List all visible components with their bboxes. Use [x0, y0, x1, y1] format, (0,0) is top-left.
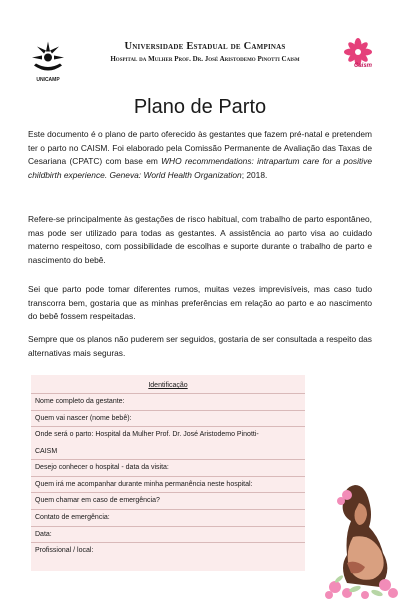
form-row-acompanhante[interactable]: Quem irá me acompanhar durante minha permanência neste hospital: — [31, 477, 305, 494]
identification-form — [31, 375, 305, 571]
form-row-local-line2: CAISM — [35, 447, 58, 455]
hospital-name: Hospital da Mulher Prof. Dr. José Aristodemo Pinotti Caism — [110, 55, 300, 63]
form-row-bebe[interactable]: Quem vai nascer (nome bebê): — [31, 411, 305, 428]
form-row-contato[interactable]: Contato de emergência: — [31, 510, 305, 527]
consultation-paragraph: Sempre que os planos não puderem ser seguidos, gostaria de ser consultada a respeito das alternativas mais seguras. — [28, 334, 372, 358]
who-reference: WHO recommendations: intrapartum care for a positive childbirth experience. Geneva: World Health Organization — [28, 156, 372, 180]
unicamp-label: UNICAMP — [36, 77, 60, 83]
university-name: Universidade Estadual de Campinas — [124, 41, 286, 52]
form-row-gestante[interactable]: Nome completo da gestante: — [31, 394, 305, 411]
intro-text: Este documento é o plano de parto oferecido às gestantes que fazem pré-natal e pretendem ter o parto no CAISM. Foi elaborado pela Comissão Permanente de Avaliação das Taxas de Cesariana (CPATC) com base em — [28, 129, 372, 166]
caism-label: Caism — [353, 63, 372, 69]
preferences-paragraph: Sei que parto pode tomar diferentes rumos, muitas vezes imprevisíveis, mas caso tudo transcorra bem, gostaria que as minhas preferências em relação ao parto e ao nascimento do bebê fossem respeitadas. — [28, 284, 372, 321]
form-row-emergencia[interactable]: Quem chamar em caso de emergência? — [31, 493, 305, 510]
form-row-data[interactable]: Data: — [31, 527, 305, 544]
letterhead — [28, 30, 378, 83]
form-row-local-line1: Onde será o parto: Hospital da Mulher Prof. Dr. José Aristodemo Pinotti- — [35, 431, 259, 439]
scope-paragraph: Refere-se principalmente às gestações de risco habitual, com trabalho de parto espontâneo, mas pode ser utilizado para todas as gestantes. A assistência ao parto visa ao cuidado materno respeitoso, com possibilidade de escolhas e suporte durante o trabalho de parto e nascimento do bebê. — [28, 214, 372, 265]
form-row-visita[interactable]: Desejo conhecer o hospital - data da visita: — [31, 460, 305, 477]
page-title: Plano de Parto — [133, 96, 267, 118]
intro-end: ; 2018. — [241, 169, 268, 180]
form-row-local-parto[interactable] — [31, 427, 305, 460]
form-row-profissional[interactable]: Profissional / local: — [35, 547, 94, 555]
intro-paragraph — [28, 128, 372, 182]
form-title: Identificação — [31, 375, 305, 394]
unicamp-logo-icon — [28, 35, 68, 80]
pregnant-woman-flowers-icon — [325, 475, 400, 600]
